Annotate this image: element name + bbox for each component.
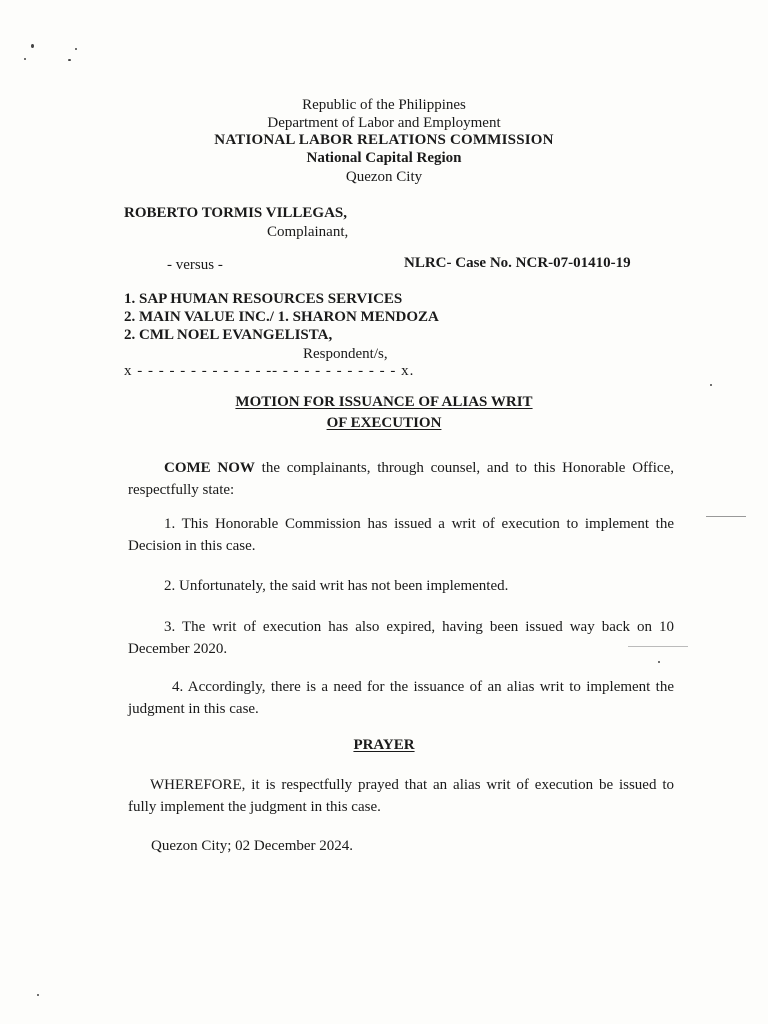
respondent-role: Respondent/s,	[303, 346, 388, 362]
scan-speck	[710, 384, 712, 386]
prayer-text: WHEREFORE, it is respectfully prayed that an alias writ of execution be issued to fully implement the judgment in this case.	[128, 777, 674, 815]
header-commission: NATIONAL LABOR RELATIONS COMMISSION	[214, 132, 554, 148]
complainant-name: ROBERTO TORMIS VILLEGAS,	[124, 205, 348, 221]
intro-rest: the complainants, through counsel, and to this Honorable Office, respectfully state:	[128, 460, 674, 498]
paragraph-4-text: 4. Accordingly, there is a need for the issuance of an alias writ to implement the judgment in this case.	[128, 679, 674, 717]
header-department: Department of Labor and Employment	[267, 115, 501, 131]
header-city: Quezon City	[345, 169, 423, 185]
place-and-date: Quezon City; 02 December 2024.	[151, 838, 354, 854]
paragraph-2	[128, 575, 674, 597]
prayer-heading-text: PRAYER	[353, 737, 415, 753]
scan-speck	[658, 661, 660, 663]
case-number: NLRC- Case No. NCR-07-01410-19	[404, 255, 631, 271]
paragraph-4	[128, 676, 674, 720]
paragraph-2-text: 2. Unfortunately, the said writ has not been implemented.	[164, 578, 509, 594]
intro-paragraph	[128, 457, 674, 501]
caption-divider: x - - - - - - - - - - - - -- - - - - - - - - - - - x.	[124, 363, 415, 379]
scan-speck	[31, 44, 34, 48]
scan-speck	[75, 48, 77, 50]
prayer-heading	[0, 737, 768, 754]
scan-speck	[68, 59, 71, 61]
complainant-role: Complainant,	[267, 224, 349, 240]
scan-speck	[37, 994, 39, 996]
paragraph-3	[128, 616, 674, 660]
paragraph-1	[128, 513, 674, 557]
motion-title-line1	[0, 394, 768, 411]
paragraph-3-text: 3. The writ of execution has also expired, having been issued way back on 10 December 2020.	[128, 619, 674, 657]
scan-streak	[628, 646, 688, 647]
intro-lead: COME NOW	[164, 460, 255, 476]
scan-streak	[706, 516, 746, 517]
header-region: National Capital Region	[306, 150, 462, 166]
prayer-paragraph	[128, 774, 674, 818]
respondent-1: 1. SAP HUMAN RESOURCES SERVICES	[124, 291, 403, 307]
motion-title-line2	[0, 415, 768, 432]
respondent-3: 2. CML NOEL EVANGELISTA,	[124, 327, 333, 343]
header-republic: Republic of the Philippines	[302, 97, 466, 113]
paragraph-1-text: 1. This Honorable Commission has issued a writ of execution to implement the Decision in this case.	[128, 516, 674, 554]
motion-title-line1-text: MOTION FOR ISSUANCE OF ALIAS WRIT	[235, 394, 533, 410]
motion-title-line2-text: OF EXECUTION	[326, 415, 442, 431]
versus-label: - versus -	[167, 257, 223, 273]
scan-speck	[24, 58, 26, 60]
respondent-2: 2. MAIN VALUE INC./ 1. SHARON MENDOZA	[124, 309, 439, 325]
